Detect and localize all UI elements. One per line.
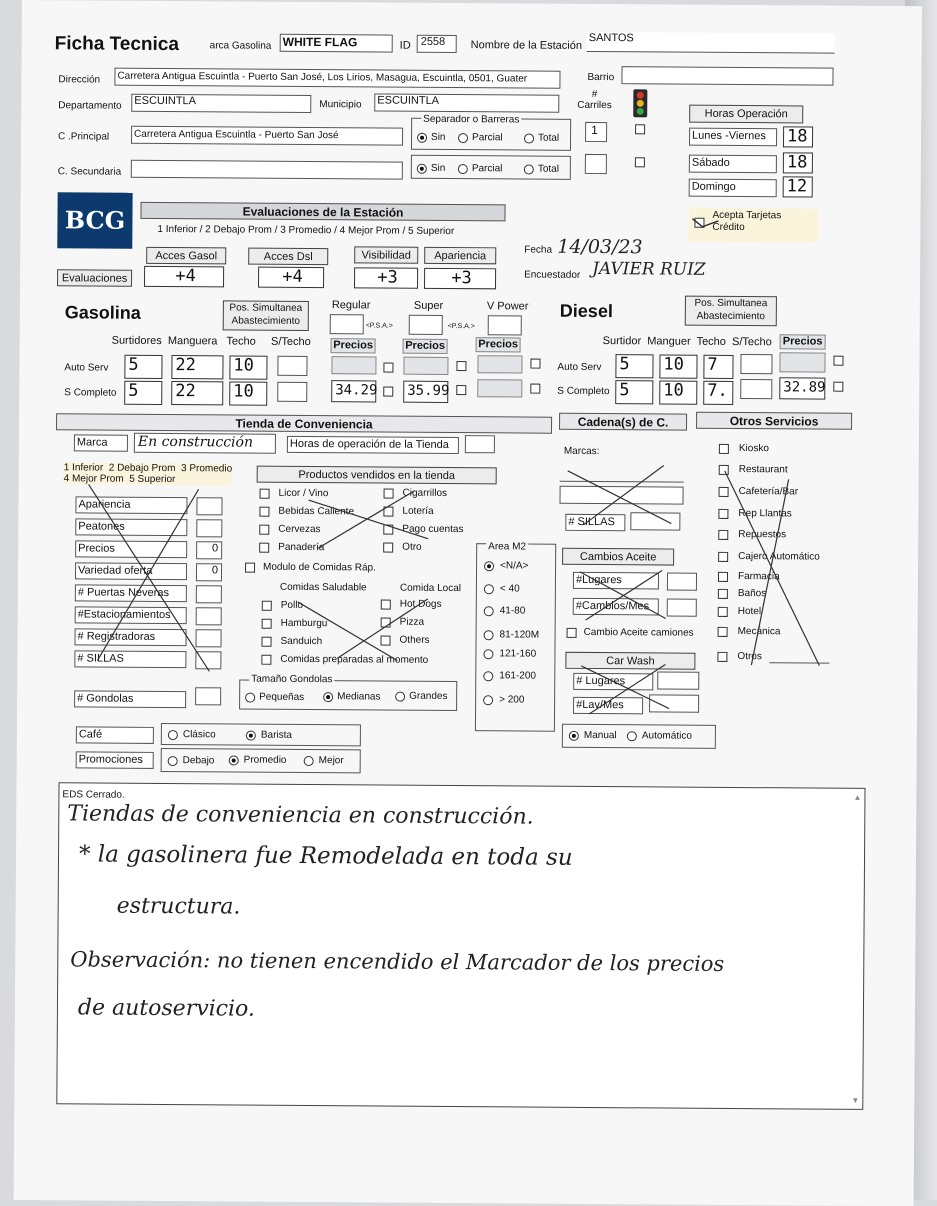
regular-label: Regular (331, 299, 371, 312)
separador2-parcial-label: Parcial (471, 163, 503, 175)
productos-title: Productos vendidos en la tienda (257, 466, 497, 485)
promo-mejor-radio[interactable] (304, 756, 314, 766)
municipio-label: Municipio (319, 99, 362, 111)
pizza-label: Pizza (399, 616, 425, 628)
precios-super-header: Precios (403, 339, 448, 354)
direccion-field[interactable]: Carretera Antigua Escuintla - Puerto San José, Los Lirios, Masagua, Escuintla, 0501, Guater (114, 68, 560, 89)
eval-acces-gasol-field[interactable]: +4 (144, 266, 224, 288)
area-81-120-label: 81-120M (499, 629, 540, 641)
gas-auto-precio-vpower[interactable] (477, 355, 522, 373)
otros-crossout (717, 465, 838, 676)
others-label: Others (399, 634, 430, 646)
gas-completo-precio-super[interactable]: 35.99 (403, 381, 448, 403)
departamento-field[interactable]: ESCUINTLA (131, 94, 311, 113)
cafeteria-label: Cafetería/Bar (738, 486, 799, 498)
otro-label: Otro (402, 541, 422, 553)
separador2-total-radio[interactable] (524, 165, 534, 175)
estacion-field[interactable]: SANTOS (587, 32, 835, 54)
cervezas-checkbox[interactable] (259, 525, 269, 535)
bcg-logo: BCG (57, 192, 132, 249)
comidas-saludable-label: Comidas Saludable (279, 581, 367, 594)
comida-local-label: Comida Local (399, 582, 462, 595)
secundaria-label: C. Secundaria (57, 166, 122, 178)
acepta-tarjetas-label: Acepta Tarjetas Crédito (688, 208, 818, 243)
gas-auto-techo[interactable]: 10 (229, 355, 267, 379)
diesel-precios-header: Precios (780, 334, 826, 349)
tienda-marca-label: Marca (74, 434, 128, 451)
marca-label: arca Gasolina (209, 40, 272, 52)
scroll-up-icon[interactable]: ▲ (853, 792, 862, 802)
gas-completo-vpower-checkbox[interactable] (530, 384, 540, 394)
panaderia-label: Panadería (278, 541, 325, 554)
traffic-light-icon (628, 89, 652, 119)
gas-completo-stecho[interactable] (277, 382, 307, 402)
variedad-label: Variedad oferta (75, 562, 187, 580)
diesel-completo-manguera[interactable]: 10 (659, 380, 697, 404)
area-lt40-radio[interactable] (484, 584, 494, 594)
id-field[interactable]: 2558 (417, 35, 457, 53)
pollo-label: Pollo (280, 599, 304, 611)
cafe-clasico-label: Clásico (182, 729, 216, 741)
gas-completo-precio-regular[interactable]: 34.29 (331, 380, 376, 402)
comidas-crossout (277, 594, 447, 665)
cajero-label: Cajero Automático (738, 551, 820, 563)
carwash-automatico-label: Automático (641, 730, 692, 742)
puertas-label: # Puertas Neveras (75, 584, 187, 602)
gasolina-cols: Surtidores Manguera Techo S/Techo (111, 334, 311, 349)
hamburguesa-checkbox[interactable] (262, 619, 272, 629)
pollo-checkbox[interactable] (262, 601, 272, 611)
sab-label: Sábado (689, 155, 777, 174)
tienda-title: Tienda de Conveniencia (56, 413, 552, 433)
barrio-label: Barrio (587, 71, 615, 84)
horas-title: Horas Operación (689, 105, 803, 124)
gas-auto-surtidores[interactable]: 5 (124, 355, 162, 379)
repuestos-label: Repuestos (738, 529, 787, 541)
gasolina-pos-simultanea[interactable]: Pos. Simultanea Abastecimiento (223, 300, 309, 331)
obs-line-3: estructura. (116, 893, 241, 920)
obs-line-1: Tiendas de conveniencia en construcción. (67, 801, 534, 830)
area-na-radio[interactable] (484, 561, 494, 571)
tamano-medianas-radio[interactable] (323, 692, 333, 702)
modulo-label: Modulo de Comidas Ráp. (263, 561, 376, 574)
tienda-scale: 1 Inferior 2 Debajo Prom 3 Promedio 4 Mejor Prom 5 Superior (63, 462, 233, 486)
hotel-label: Hotel (737, 606, 762, 618)
estacion-label: Nombre de la Estación (470, 39, 583, 52)
gondolas-field[interactable] (195, 687, 221, 705)
form-sheet (14, 0, 922, 1206)
dom-label: Domingo (689, 179, 777, 198)
carriles-checkbox-2[interactable] (635, 157, 645, 167)
tienda-horas-label: Horas de operación de la Tienda (287, 436, 459, 454)
diesel-completo-stecho[interactable] (740, 379, 772, 399)
cafe-barista-label: Barista (260, 729, 293, 741)
cadena-sillas-label: # SILLAS (565, 514, 625, 531)
licor-label: Licor / Vino (278, 487, 329, 500)
diesel-completo-precio[interactable]: 32.89 (779, 377, 825, 399)
aceite-crossout (576, 566, 676, 627)
psa-label-1: <P.S.A.> (365, 322, 393, 330)
kiosko-checkbox[interactable] (719, 444, 729, 454)
area-gt200-radio[interactable] (483, 695, 493, 705)
evaluaciones-button[interactable]: Evaluaciones (57, 269, 132, 287)
cafe-label: Café (76, 726, 154, 744)
diesel-completo-techo[interactable]: 7. (703, 381, 733, 405)
diesel-auto-surtidor[interactable]: 5 (615, 354, 653, 378)
encuestador-label: Encuestador (524, 269, 581, 281)
sillas-label: # SILLAS (74, 650, 186, 668)
comidas-prep-checkbox[interactable] (261, 655, 271, 665)
gas-auto-manguera[interactable]: 22 (171, 355, 223, 379)
area-81-120-radio[interactable] (484, 630, 494, 640)
gas-auto-precio-super[interactable] (403, 357, 448, 375)
direccion-label: Dirección (58, 74, 101, 86)
carwash-crossout (577, 658, 677, 719)
encuestador-value: JAVIER RUIZ (592, 258, 706, 280)
licor-checkbox[interactable] (260, 489, 270, 499)
carriles-field-2[interactable] (585, 154, 607, 174)
sab-field[interactable]: 18 (783, 152, 813, 173)
car-wash-button[interactable]: Car Wash (565, 652, 695, 670)
separador2-parcial-radio[interactable] (458, 164, 468, 174)
modulo-checkbox[interactable] (245, 563, 255, 573)
kiosko-label: Kiosko (738, 443, 769, 455)
tamano-medianas-label: Medianas (337, 691, 381, 703)
carriles-field-1[interactable]: 1 (585, 122, 607, 142)
eds-cerrado-label: EDS Cerrado. (62, 789, 125, 801)
sanduich-label: Sanduich (280, 635, 323, 648)
panaderia-checkbox[interactable] (259, 543, 269, 553)
secundaria-field[interactable] (131, 160, 403, 180)
gasolina-title: Gasolina (64, 302, 141, 323)
vpower-label: V Power (486, 300, 529, 313)
cw-lav-label: #Lav/Mes (573, 697, 643, 714)
separador1-sin-label: Sin (431, 131, 446, 143)
tamano-grandes-radio[interactable] (395, 692, 405, 702)
gas-completo-manguera[interactable]: 22 (171, 381, 223, 405)
psa-label-2: <P.S.A.> (447, 322, 475, 331)
apariencia-label: Apariencia (75, 496, 187, 514)
rep-llantas-label: Rep Llantas (738, 508, 792, 520)
gas-completo-techo[interactable]: 10 (229, 381, 267, 405)
diesel-completo-label: S Completo (557, 385, 610, 398)
area-title: Area M2 (488, 541, 527, 553)
mecanica-label: Mecánica (737, 626, 781, 638)
peatones-label: Peatones (75, 518, 187, 536)
separador2-total-label: Total (537, 163, 559, 175)
area-41-80-radio[interactable] (484, 606, 494, 616)
fecha-value: 14/03/23 (557, 235, 643, 259)
tab-visibilidad[interactable]: Visibilidad (354, 246, 418, 263)
area-gt200-label: > 200 (499, 694, 525, 706)
precios-vpower-header: Precios (476, 337, 521, 352)
diesel-title: Diesel (559, 300, 613, 322)
tamano-pequenas-radio[interactable] (245, 693, 255, 703)
obs-line-2: * la gasolinera fue Remodelada en toda su (78, 841, 573, 871)
bebidas-label: Bebidas Caliente (278, 505, 355, 518)
separador2-sin-label: Sin (430, 162, 446, 174)
precios-label: Precios (75, 540, 187, 558)
gas-auto-precio-regular[interactable] (331, 356, 376, 374)
lv-label: Lunes -Viernes (689, 128, 777, 147)
camiones-label: Cambio Aceite camiones (583, 626, 694, 639)
separador1-total-label: Total (538, 132, 560, 144)
promo-mejor-label: Mejor (318, 755, 344, 767)
tienda-ratings-crossout (77, 480, 228, 681)
diesel-auto-manguera[interactable]: 10 (659, 354, 697, 378)
dom-field[interactable]: 12 (783, 176, 813, 197)
promo-debajo-label: Debajo (182, 755, 215, 767)
lv-field[interactable]: 18 (783, 126, 813, 147)
separador1-sin-radio[interactable] (417, 133, 427, 143)
aceite-cambios-label: #Cambios/Mes (573, 598, 659, 616)
gas-auto-label: Auto Serv (64, 362, 109, 374)
comidas-prep-label: Comidas preparadas al momento (280, 653, 429, 666)
variedad-field[interactable]: 0 (196, 563, 222, 581)
promo-promedio-label: Promedio (243, 754, 287, 766)
carwash-manual-label: Manual (583, 729, 617, 742)
gas-auto-super-checkbox[interactable] (456, 361, 466, 371)
tab-apariencia[interactable]: Apariencia (424, 247, 496, 265)
tab-acces-dsl[interactable]: Acces Dsl (248, 248, 328, 266)
carwash-manual-radio[interactable] (569, 731, 579, 741)
separador-title: Separador o Barreras (423, 113, 520, 126)
tienda-marca-field[interactable]: En construcción (134, 433, 276, 454)
super-pos-field[interactable] (409, 315, 443, 335)
diesel-completo-surtidor[interactable]: 5 (615, 380, 653, 404)
separador2-sin-radio[interactable] (417, 164, 427, 174)
area-121-160-radio[interactable] (483, 649, 493, 659)
area-lt40-label: < 40 (499, 583, 520, 595)
estacionamientos-label: #Estacionamientos (75, 606, 187, 624)
diesel-pos-simultanea[interactable]: Pos. Simultanea Abastecimiento (685, 296, 777, 327)
evaluaciones-title: Evaluaciones de la Estación (140, 202, 505, 222)
precios-field[interactable]: 0 (196, 541, 222, 559)
eval-visibilidad-field[interactable]: +3 (354, 267, 418, 288)
carwash-automatico-radio[interactable] (627, 731, 637, 741)
restaurant-label: Restaurant (738, 464, 788, 476)
observaciones-box[interactable] (56, 782, 865, 1110)
promo-promedio-radio[interactable] (229, 755, 239, 765)
bebidas-checkbox[interactable] (259, 507, 269, 517)
promociones-label: Promociones (76, 751, 154, 769)
marca-field[interactable]: WHITE FLAG (280, 34, 393, 53)
precios-regular-header: Precios (331, 338, 376, 353)
gas-auto-vpower-checkbox[interactable] (530, 359, 540, 369)
barrio-field[interactable] (621, 66, 833, 85)
gas-auto-regular-checkbox[interactable] (383, 363, 393, 373)
form-title: Ficha Tecnica (54, 33, 180, 56)
id-label: ID (399, 39, 411, 52)
tamano-title: Tamaño Gondolas (251, 673, 333, 686)
area-na-label: <N/A> (500, 560, 529, 572)
promo-debajo-radio[interactable] (168, 756, 178, 766)
diesel-cols: Surtidor Manguer Techo S/Techo (602, 335, 772, 349)
loteria-label: Lotería (402, 505, 434, 517)
diesel-auto-checkbox[interactable] (833, 356, 843, 366)
gas-completo-regular-checkbox[interactable] (383, 387, 393, 397)
diesel-auto-stecho[interactable] (740, 354, 772, 374)
gas-completo-label: S Completo (64, 387, 117, 399)
camiones-checkbox[interactable] (567, 628, 577, 638)
cambios-aceite-button[interactable]: Cambios Aceite (562, 548, 674, 566)
area-161-200-label: 161-200 (499, 670, 537, 682)
cadena-title: Cadena(s) de C. (559, 413, 687, 431)
otros-title: Otros Servicios (696, 412, 852, 430)
hamburguesa-label: Hamburgu (280, 617, 328, 630)
regular-pos-field[interactable] (330, 314, 364, 334)
diesel-auto-precio[interactable] (779, 352, 825, 372)
otros-label: Otros (737, 651, 762, 663)
banos-label: Baños (737, 588, 767, 600)
gas-completo-surtidores[interactable]: 5 (124, 381, 162, 405)
cadena-marcas-label: Marcas: (563, 445, 600, 458)
sanduich-checkbox[interactable] (261, 637, 271, 647)
hotdogs-label: Hot Dogs (399, 598, 442, 610)
fecha-label: Fecha (524, 244, 553, 256)
eval-acces-dsl-field[interactable]: +4 (258, 267, 324, 288)
gas-auto-stecho[interactable] (277, 356, 307, 376)
cigarrillos-label: Cigarrillos (402, 487, 448, 499)
eval-scale: 1 Inferior / 2 Debajo Prom / 3 Promedio / 4 Mejor Prom / 5 Superior (157, 223, 455, 238)
cafe-barista-radio[interactable] (246, 731, 256, 741)
diesel-auto-techo[interactable]: 7 (703, 355, 733, 379)
acepta-checkmark (690, 213, 720, 233)
obs-line-4: Observación: no tienen encendido el Marcador de los precios (70, 947, 725, 976)
diesel-auto-label: Auto Serv (557, 361, 602, 374)
tab-acces-gasol[interactable]: Acces Gasol (146, 247, 226, 265)
separador1-total-radio[interactable] (524, 134, 534, 144)
carriles-checkbox-1[interactable] (635, 124, 645, 134)
gas-completo-super-checkbox[interactable] (456, 385, 466, 395)
cervezas-label: Cervezas (278, 523, 321, 536)
obs-line-5: de autoservicio. (77, 995, 256, 1022)
cafe-clasico-radio[interactable] (168, 730, 178, 740)
tamano-pequenas-label: Pequeñas (259, 691, 305, 703)
eval-apariencia-field[interactable]: +3 (424, 268, 496, 290)
farmacia-label: Farmacia (737, 571, 780, 583)
separador1-parcial-radio[interactable] (458, 133, 468, 143)
municipio-field[interactable]: ESCUINTLA (374, 93, 559, 112)
departamento-label: Departamento (58, 100, 122, 112)
super-label: Super (413, 299, 444, 312)
registradoras-label: # Registradoras (74, 628, 186, 646)
gas-completo-precio-vpower[interactable] (477, 379, 522, 397)
aceite-lugares-label: #Lugares (573, 572, 659, 590)
area-41-80-label: 41-80 (499, 605, 526, 617)
carriles-label: # Carriles (577, 88, 612, 112)
vpower-pos-field[interactable] (488, 315, 522, 335)
cadena-crossout (563, 459, 683, 530)
tienda-horas-field[interactable] (465, 435, 495, 453)
principal-label: C .Principal (58, 131, 110, 143)
area-161-200-radio[interactable] (483, 671, 493, 681)
tamano-grandes-label: Grandes (409, 690, 448, 702)
separador1-parcial-label: Parcial (472, 132, 503, 144)
cw-lugares-label: # Lugares (573, 673, 653, 691)
scroll-down-icon[interactable]: ▼ (851, 1095, 860, 1105)
principal-field[interactable]: Carretera Antigua Escuintla - Puerto San José (131, 126, 403, 146)
diesel-completo-checkbox[interactable] (833, 382, 843, 392)
pago-cuentas-label: Pago cuentas (402, 523, 464, 536)
area-121-160-label: 121-160 (499, 648, 537, 660)
productos-crossout (278, 486, 438, 554)
gondolas-label: # Gondolas (74, 690, 186, 708)
